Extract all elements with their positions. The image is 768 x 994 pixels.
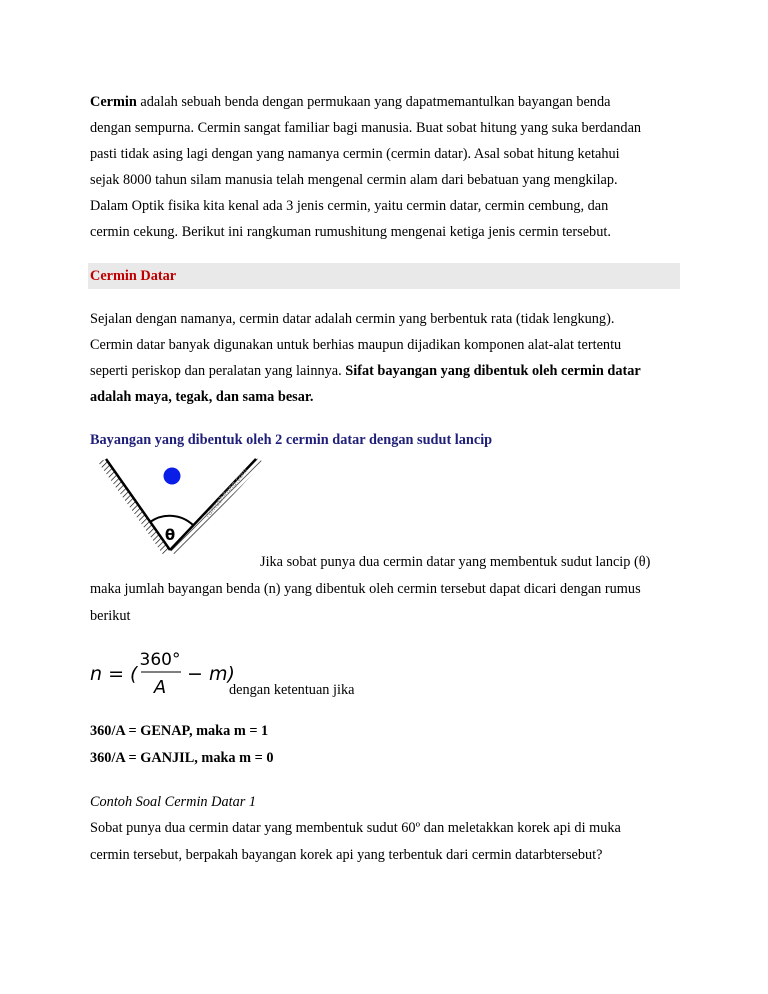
intro-line-4: sejak 8000 tahun silam manusia telah mengenal cermin alam dari bebatuan yang mengkilap. bbox=[90, 172, 618, 188]
intro-line-5: Dalam Optik fisika kita kenal ada 3 jenis cermin, yaitu cermin datar, cermin cembung, dan bbox=[90, 198, 609, 214]
formula-tail: − m) bbox=[187, 663, 235, 685]
section-line-2: Cermin datar banyak digunakan untuk berhias maupun dijadikan komponen alat-alat tertentu bbox=[90, 337, 622, 353]
example-line-2: cermin tersebut, berpakah bayangan korek api yang terbentuk dari cermin datarbtersebut? bbox=[90, 847, 603, 863]
angle-arc bbox=[150, 516, 193, 525]
intro-line-3: pasti tidak asing lagi dengan yang namanya cermin (cermin datar). Asal sobat hitung ketahui bbox=[90, 146, 620, 162]
body2-line-2: maka jumlah bayangan benda (n) yang dibentuk oleh cermin tersebut dapat dicari dengan rumus bbox=[90, 581, 641, 597]
intro-line-2: dengan sempurna. Cermin sangat familiar bagi manusia. Buat sobat hitung yang suka berdandan bbox=[90, 120, 642, 136]
rule-odd: 360/A = GANJIL, maka m = 0 bbox=[90, 750, 274, 766]
example-line-1: Sobat punya dua cermin datar yang membentuk sudut 60º dan meletakkan korek api di muka bbox=[90, 820, 621, 836]
formula-denominator: A bbox=[153, 677, 167, 698]
intro-lead: Cermin bbox=[90, 94, 137, 110]
formula-numerator: 360° bbox=[139, 650, 181, 670]
section-line-3 bbox=[90, 362, 641, 380]
section-line-4: adalah maya, tegak, dan sama besar. bbox=[90, 389, 314, 405]
section-line-3-text: seperti periskop dan peralatan yang lainnya. bbox=[90, 363, 346, 379]
left-mirror-hatch bbox=[98, 459, 170, 556]
formula bbox=[90, 647, 235, 699]
body2-line-3: berikut bbox=[90, 608, 131, 624]
section-line-1: Sejalan dengan namanya, cermin datar adalah cermin yang berbentuk rata (tidak lengkung). bbox=[90, 311, 615, 327]
mirror-diagram bbox=[90, 456, 268, 568]
watermark: rumushitung.com bbox=[203, 466, 250, 520]
rule-even: 360/A = GENAP, maka m = 1 bbox=[90, 723, 269, 739]
left-mirror bbox=[106, 459, 170, 550]
section-heading-band bbox=[88, 263, 680, 289]
object-ball bbox=[164, 468, 181, 485]
section-line-3-bold: Sifat bayangan yang dibentuk oleh cermin datar bbox=[345, 363, 641, 379]
body2-line-1: Jika sobat punya dua cermin datar yang membentuk sudut lancip (θ) bbox=[260, 554, 651, 570]
example-title: Contoh Soal Cermin Datar 1 bbox=[90, 794, 257, 810]
intro-text: adalah sebuah benda dengan permukaan yang dapatmemantulkan bayangan benda bbox=[136, 94, 611, 110]
intro-line-6: cermin cekung. Berikut ini rangkuman rumushitung mengenai ketiga jenis cermin tersebut. bbox=[90, 224, 611, 240]
formula-after: dengan ketentuan jika bbox=[229, 682, 355, 698]
subheading: Bayangan yang dibentuk oleh 2 cermin datar dengan sudut lancip bbox=[90, 432, 493, 448]
formula-lhs: n = ( bbox=[90, 663, 138, 685]
intro-line-1 bbox=[90, 93, 610, 111]
angle-label: θ bbox=[164, 526, 176, 544]
section-title: Cermin Datar bbox=[90, 268, 177, 284]
